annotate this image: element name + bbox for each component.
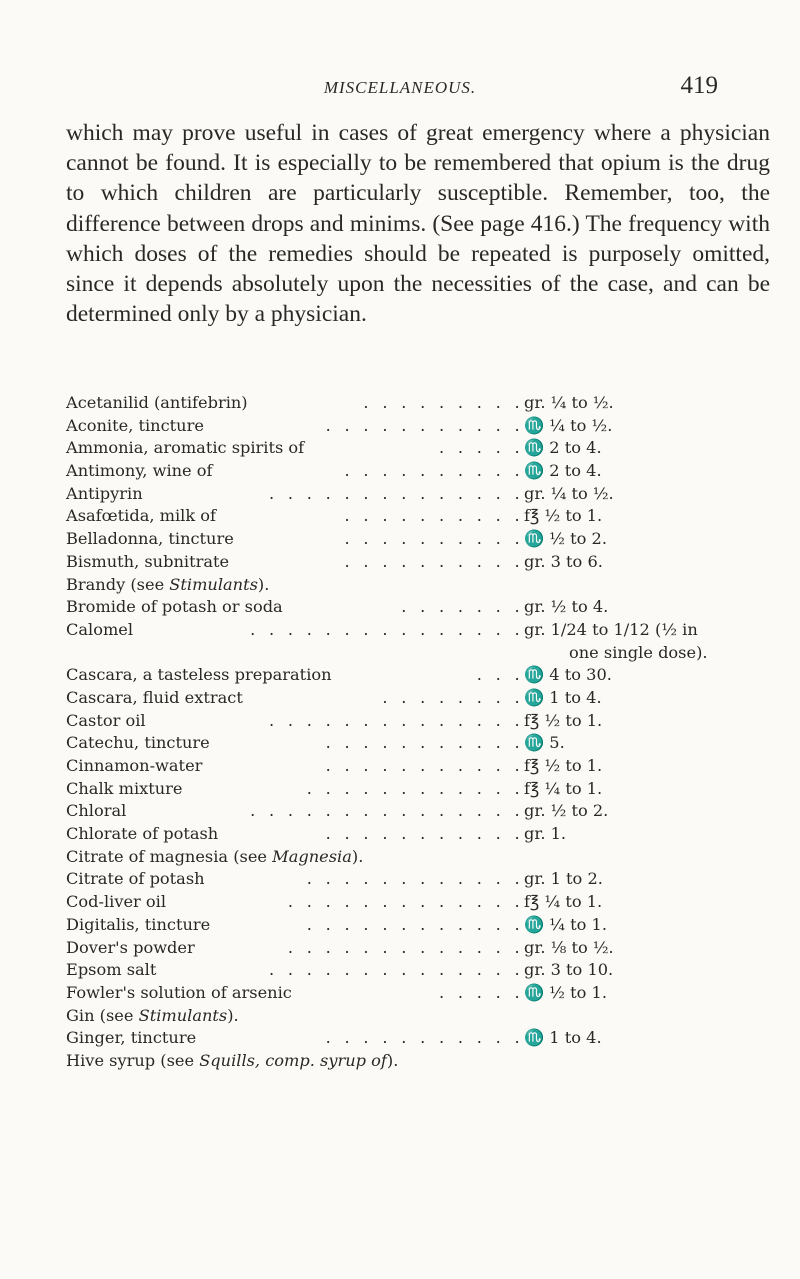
remedy-name <box>66 596 283 619</box>
dose-value: ♏ ½ to 1. <box>524 982 607 1002</box>
remedy-name <box>66 1027 196 1050</box>
remedy-name <box>66 823 218 846</box>
leader-dots: . . . . . . . . . <box>363 393 524 412</box>
dose-value: ♏ 1 to 4. <box>524 1028 602 1048</box>
remedy-name <box>66 868 205 891</box>
leader-dots: . . . . . . . . . . . <box>325 824 524 844</box>
dose-row <box>66 959 776 982</box>
remedy-name-text: Calomel <box>66 619 134 639</box>
leader-dots: . . . . . . . . . . . <box>325 733 524 753</box>
dose-value: ♏ ½ to 2. <box>524 529 607 549</box>
remedy-name-text: Antimony, wine of <box>66 461 213 481</box>
leader-dots: . . . . . . . . <box>382 687 524 707</box>
dose-continuation: one single dose). <box>569 642 708 662</box>
remedy-name <box>66 732 210 755</box>
remedy-name <box>66 959 156 982</box>
remedy-name-tail: ). <box>386 1050 399 1070</box>
remedy-name-text: Cinnamon-water <box>66 756 203 775</box>
dose-row <box>66 642 776 665</box>
dose-value: f℥ ½ to 1. <box>524 506 603 526</box>
leader-dots: . . . . . . . . . . . . <box>306 869 524 889</box>
remedy-name-text: Cod-liver oil <box>66 892 167 912</box>
leader-dots: . . . . . . . . . . . . . <box>287 892 524 912</box>
remedy-name-text: Chalk mixture <box>66 778 183 798</box>
remedy-name-text: Chlorate of potash <box>66 824 219 844</box>
remedy-name-text: Fowler's solution of arsenic <box>66 982 292 1002</box>
leader-dots: . . . . . <box>438 438 524 458</box>
remedy-name <box>66 619 133 642</box>
remedy-name <box>66 505 216 528</box>
dose-row <box>66 664 776 687</box>
dose-row <box>66 755 776 778</box>
dose-value: ♏ 2 to 4. <box>524 461 602 481</box>
dose-value: gr. ¼ to ½. <box>524 393 614 412</box>
dose-row <box>66 914 776 937</box>
remedy-name-text: Epsom salt <box>66 960 157 980</box>
dose-value: ♏ ¼ to ½. <box>524 415 613 435</box>
leader-dots: . . . . . . . . . . . . . . . <box>250 801 524 821</box>
intro-paragraph: which may prove useful in cases of great emergency where a physician cannot be found. It is especially to be remembered that opium is the drug to which children are particularly susceptible. Remember, too, the difference between drops and minims. (See page 416.) The frequency with which doses of the remedies should be repeated is purposely omitted, since it depends absolutely upon the necessities of the case, and can be determined only by a physician. <box>66 120 770 328</box>
remedy-name <box>66 710 146 733</box>
leader-dots: . . . . . . . . . . . . . . <box>268 483 524 503</box>
remedy-name-tail: ). <box>351 846 364 866</box>
remedy-name-text: Asafœtida, milk of <box>66 506 217 526</box>
dose-value: ♏ 4 to 30. <box>524 665 612 685</box>
leader-dots: . . . . . . . . . . . . <box>306 778 524 798</box>
dose-row <box>66 392 776 415</box>
dose-row <box>66 415 776 438</box>
leader-dots: . . . . . . . . . . . <box>325 756 524 775</box>
dose-row <box>66 687 776 710</box>
remedy-name <box>66 982 292 1005</box>
dose-row <box>66 596 776 619</box>
dose-value: gr. 1/24 to 1/12 (½ in <box>524 619 698 639</box>
dose-value: ♏ ¼ to 1. <box>524 914 607 934</box>
leader-dots: . . . . . . . . . . <box>344 506 524 526</box>
remedy-name-tail: ). <box>257 574 270 594</box>
leader-dots: . . . . . . . . . . . <box>325 1028 524 1048</box>
dose-row <box>66 778 776 801</box>
cross-reference: Stimulants <box>138 1005 228 1025</box>
dose-row <box>66 800 776 823</box>
remedy-name-text: Brandy (see <box>66 574 170 594</box>
dose-row <box>66 483 776 506</box>
leader-dots: . . . . . . . . . . . <box>325 415 524 435</box>
dose-value: f℥ ¼ to 1. <box>524 892 603 912</box>
cross-reference: Stimulants <box>169 574 258 594</box>
remedy-name <box>66 846 363 869</box>
remedy-name-text: Citrate of magnesia (see <box>66 846 273 866</box>
remedy-name-text: Catechu, tincture <box>66 733 210 753</box>
leader-dots: . . . . . . . . . . . . . . <box>268 960 524 980</box>
remedy-name <box>66 891 166 914</box>
remedy-name <box>66 551 229 574</box>
running-title: MISCELLANEOUS. <box>323 78 477 97</box>
dose-value: gr. ½ to 4. <box>524 597 609 617</box>
dose-row <box>66 891 776 914</box>
remedy-name <box>66 1005 239 1028</box>
dose-value: gr. 1. <box>524 824 567 844</box>
dose-row <box>66 551 776 574</box>
dose-row <box>66 619 776 642</box>
remedy-name-text: Digitalis, tincture <box>66 914 211 934</box>
remedy-name <box>66 483 143 506</box>
remedy-name <box>66 914 210 937</box>
dose-row <box>66 1050 776 1073</box>
leader-dots: . . . . . . . . . . . . . <box>287 937 524 957</box>
remedy-name-text: Ginger, tincture <box>66 1028 197 1048</box>
remedy-name-text: Bromide of potash or soda <box>66 597 283 617</box>
remedy-name-text: Acetanilid (antifebrin) <box>66 393 248 412</box>
dose-row <box>66 437 776 460</box>
dose-table <box>66 392 776 1073</box>
remedy-name-text: Citrate of potash <box>66 869 205 889</box>
dose-row <box>66 1005 776 1028</box>
remedy-name-text: Aconite, tincture <box>66 415 204 435</box>
dose-value: f℥ ¼ to 1. <box>524 778 603 798</box>
dose-value: gr. ¼ to ½. <box>524 483 614 503</box>
remedy-name <box>66 1050 398 1073</box>
remedy-name <box>66 755 202 778</box>
remedy-name-text: Belladonna, tincture <box>66 529 234 549</box>
remedy-name <box>66 415 204 438</box>
remedy-name <box>66 937 195 960</box>
remedy-name-text: Hive syrup (see <box>66 1050 200 1070</box>
remedy-name-text: Dover's powder <box>66 937 195 957</box>
remedy-name-text: Bismuth, subnitrate <box>66 551 230 571</box>
leader-dots: . . . . . . . . . . <box>344 461 524 481</box>
dose-value: gr. 3 to 10. <box>524 960 614 980</box>
leader-dots: . . . <box>476 665 524 685</box>
remedy-name <box>66 528 234 551</box>
remedy-name <box>66 574 269 597</box>
dose-value: gr. 3 to 6. <box>524 551 603 571</box>
dose-value: f℥ ½ to 1. <box>524 756 603 775</box>
remedy-name <box>66 800 126 823</box>
remedy-name <box>66 392 248 415</box>
remedy-name <box>66 664 332 687</box>
remedy-name-tail: ). <box>227 1005 239 1025</box>
remedy-name-text: Cascara, fluid extract <box>66 687 243 707</box>
dose-value: gr. 1 to 2. <box>524 869 603 889</box>
dose-value: gr. ⅛ to ½. <box>524 937 614 957</box>
leader-dots: . . . . . <box>438 982 524 1002</box>
remedy-name-text: Cascara, a tasteless preparation <box>66 665 332 685</box>
dose-row <box>66 460 776 483</box>
dose-row <box>66 732 776 755</box>
dose-row <box>66 574 776 597</box>
remedy-name-text: Gin (see <box>66 1005 139 1025</box>
dose-row <box>66 710 776 733</box>
dose-row <box>66 528 776 551</box>
dose-row <box>66 1027 776 1050</box>
dose-row <box>66 868 776 891</box>
dose-row <box>66 823 776 846</box>
dose-row <box>66 505 776 528</box>
dose-value: f℥ ½ to 1. <box>524 710 603 730</box>
remedy-name-text: Ammonia, aromatic spirits of <box>66 438 305 458</box>
dose-value: gr. ½ to 2. <box>524 801 609 821</box>
leader-dots: . . . . . . . . . . . . . . <box>268 710 524 730</box>
cross-reference: Squills, comp. syrup of <box>199 1050 387 1070</box>
dose-row <box>66 937 776 960</box>
remedy-name <box>66 460 213 483</box>
leader-dots: . . . . . . . . . . . . . . . <box>250 619 524 639</box>
dose-value: ♏ 2 to 4. <box>524 438 602 458</box>
leader-dots: . . . . . . . . . . . . <box>306 914 524 934</box>
remedy-name-text: Antipyrin <box>66 483 143 503</box>
leader-dots: . . . . . . . . . . <box>344 529 524 549</box>
dose-value: ♏ 1 to 4. <box>524 687 602 707</box>
remedy-name-text: Chloral <box>66 801 127 821</box>
remedy-name <box>66 778 183 801</box>
leader-dots: . . . . . . . <box>401 597 524 617</box>
remedy-name-text: Castor oil <box>66 710 146 730</box>
page-number: 419 <box>680 72 718 99</box>
dose-row <box>66 982 776 1005</box>
dose-value: ♏ 5. <box>524 733 565 753</box>
leader-dots: . . . . . . . . . . <box>344 551 524 571</box>
remedy-name <box>66 437 304 460</box>
cross-reference: Magnesia <box>272 846 352 866</box>
dose-row <box>66 846 776 869</box>
remedy-name <box>66 687 243 710</box>
